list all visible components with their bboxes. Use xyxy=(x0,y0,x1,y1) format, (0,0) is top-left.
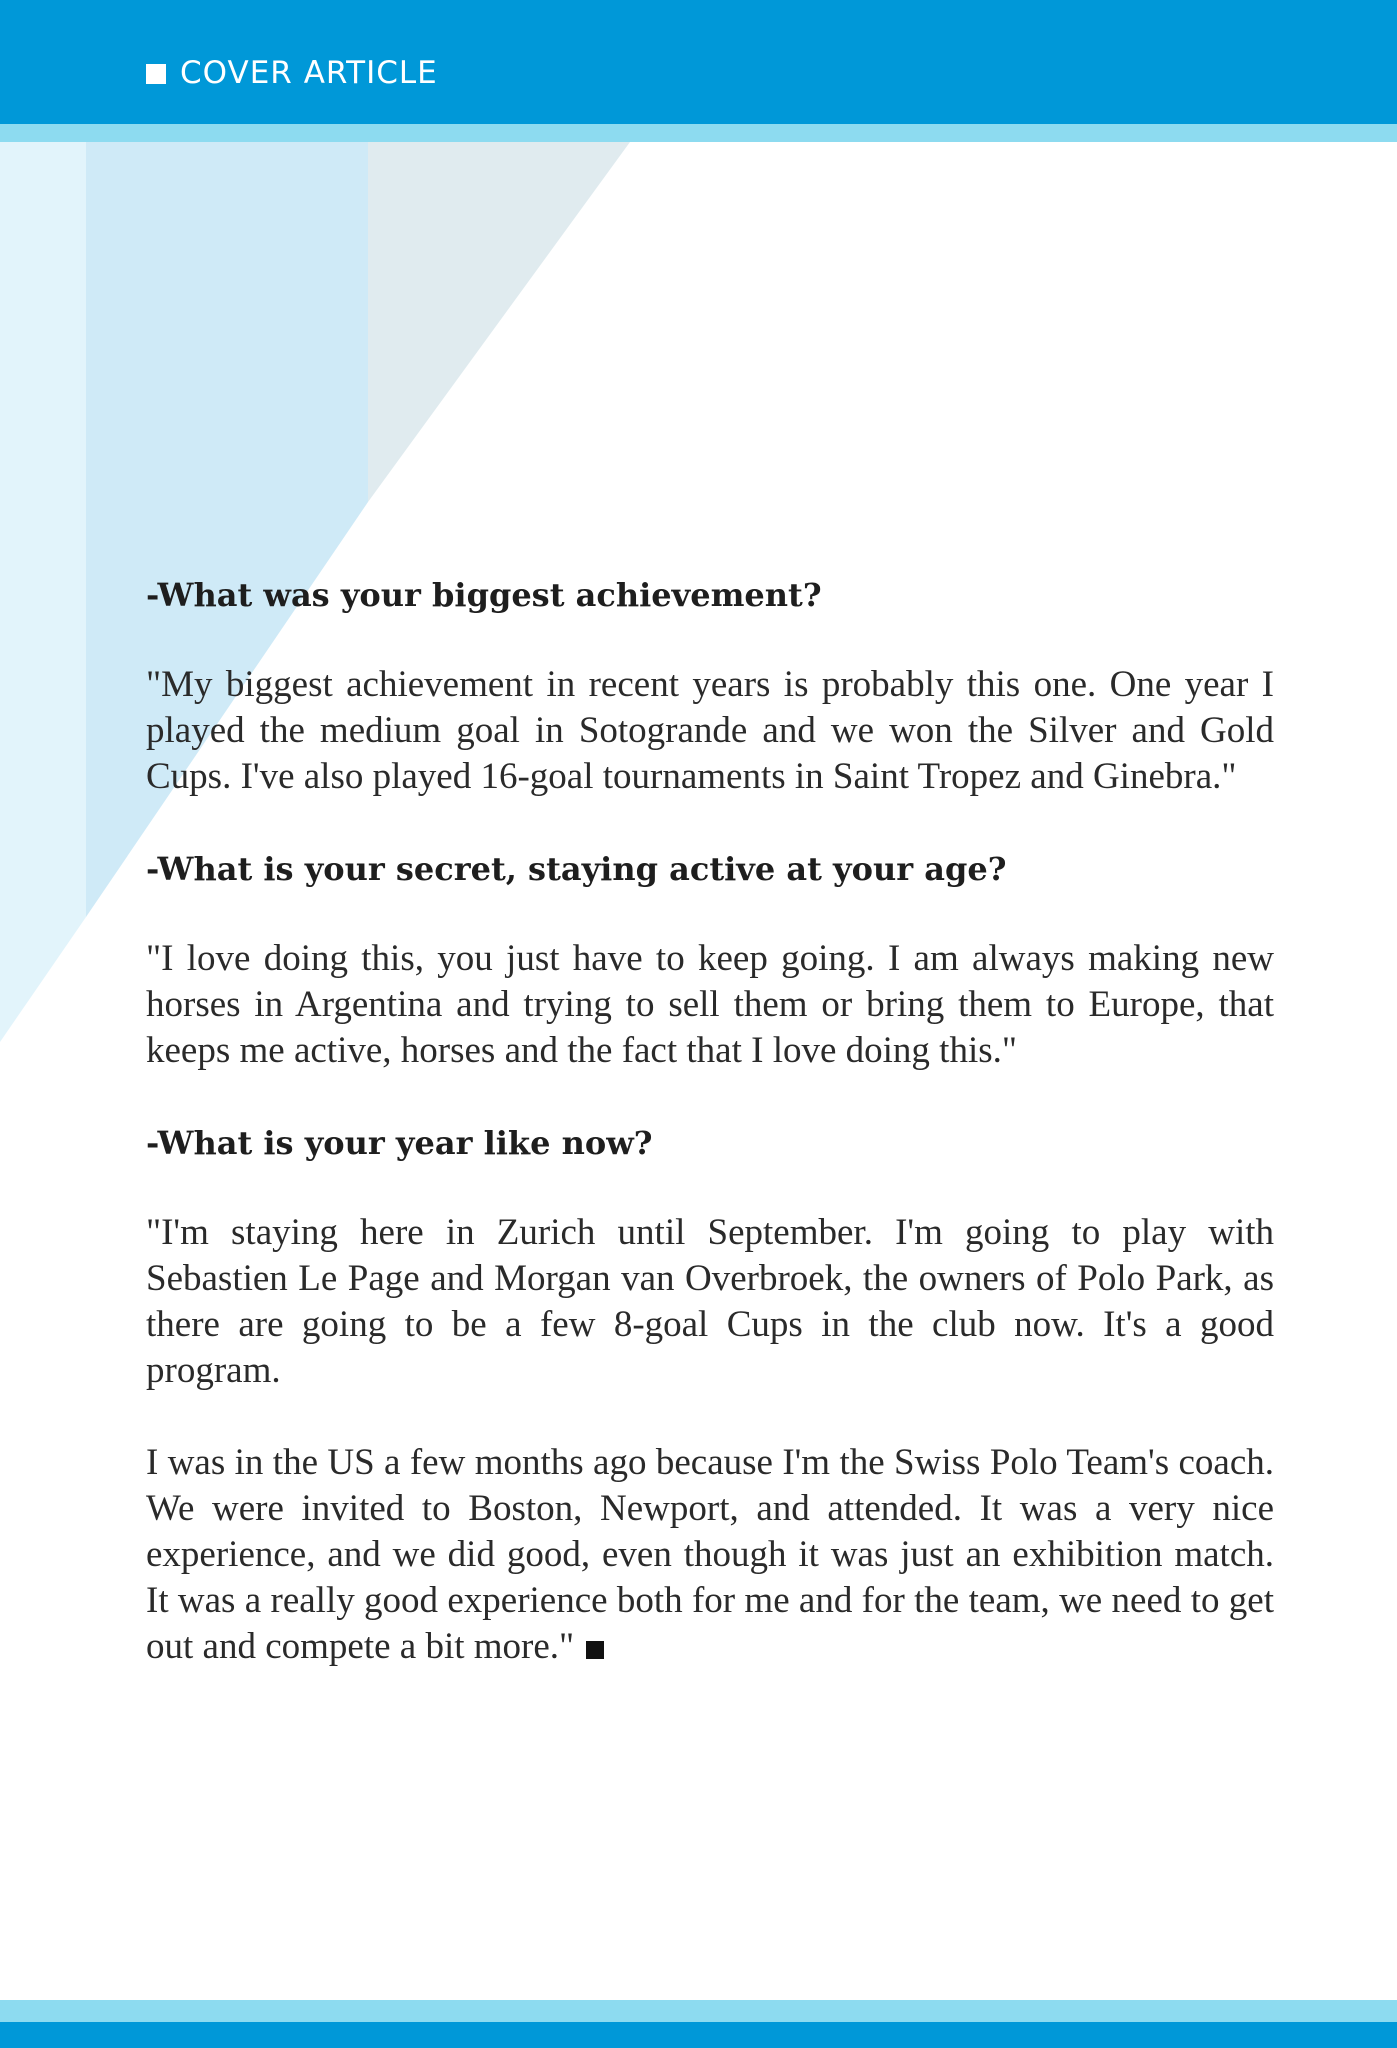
header-stripe xyxy=(0,124,1397,142)
footer-stripe xyxy=(0,2000,1397,2022)
question-1: -What was your biggest achievement? xyxy=(146,576,822,614)
question-2: -What is your secret, staying active at your age? xyxy=(146,850,1007,888)
question-3: -What is your year like now? xyxy=(146,1124,653,1162)
answer-3: "I'm staying here in Zurich until September. I'm going to play with Sebastien Le Page and Morgan van Overbroek, the owners of Polo Park, as there are going to be a few 8-goal Cups in the club now. It's a good program. xyxy=(146,1212,1274,1391)
section-title: COVER ARTICLE xyxy=(180,55,438,91)
answer-2: "I love doing this, you just have to keep going. I am always making new horses in Argentina and trying to sell them or bring them to Europe, that keeps me active, horses and the fact that I love doing this." xyxy=(146,938,1274,1071)
footer-bar xyxy=(0,2022,1397,2048)
square-bullet-icon xyxy=(146,64,166,84)
article-body xyxy=(146,572,1274,1716)
end-of-article-icon xyxy=(586,1641,604,1659)
answer-4 xyxy=(146,1440,1274,1670)
answer-4-text: I was in the US a few months ago because I'm the Swiss Polo Team's coach. We were invited to Boston, Newport, and attended. It was a very nice experience, and we did good, even though it was just an exhibition match. It was a really good experience both for me and for the team, we need to get out and compete a bit more." xyxy=(146,1442,1274,1667)
answer-1: "My biggest achievement in recent years is probably this one. One year I played the medium goal in Sotogrande and we won the Silver and Gold Cups. I've also played 16-goal tournaments in Saint Tropez and Ginebra." xyxy=(146,664,1274,797)
section-label xyxy=(146,55,438,91)
